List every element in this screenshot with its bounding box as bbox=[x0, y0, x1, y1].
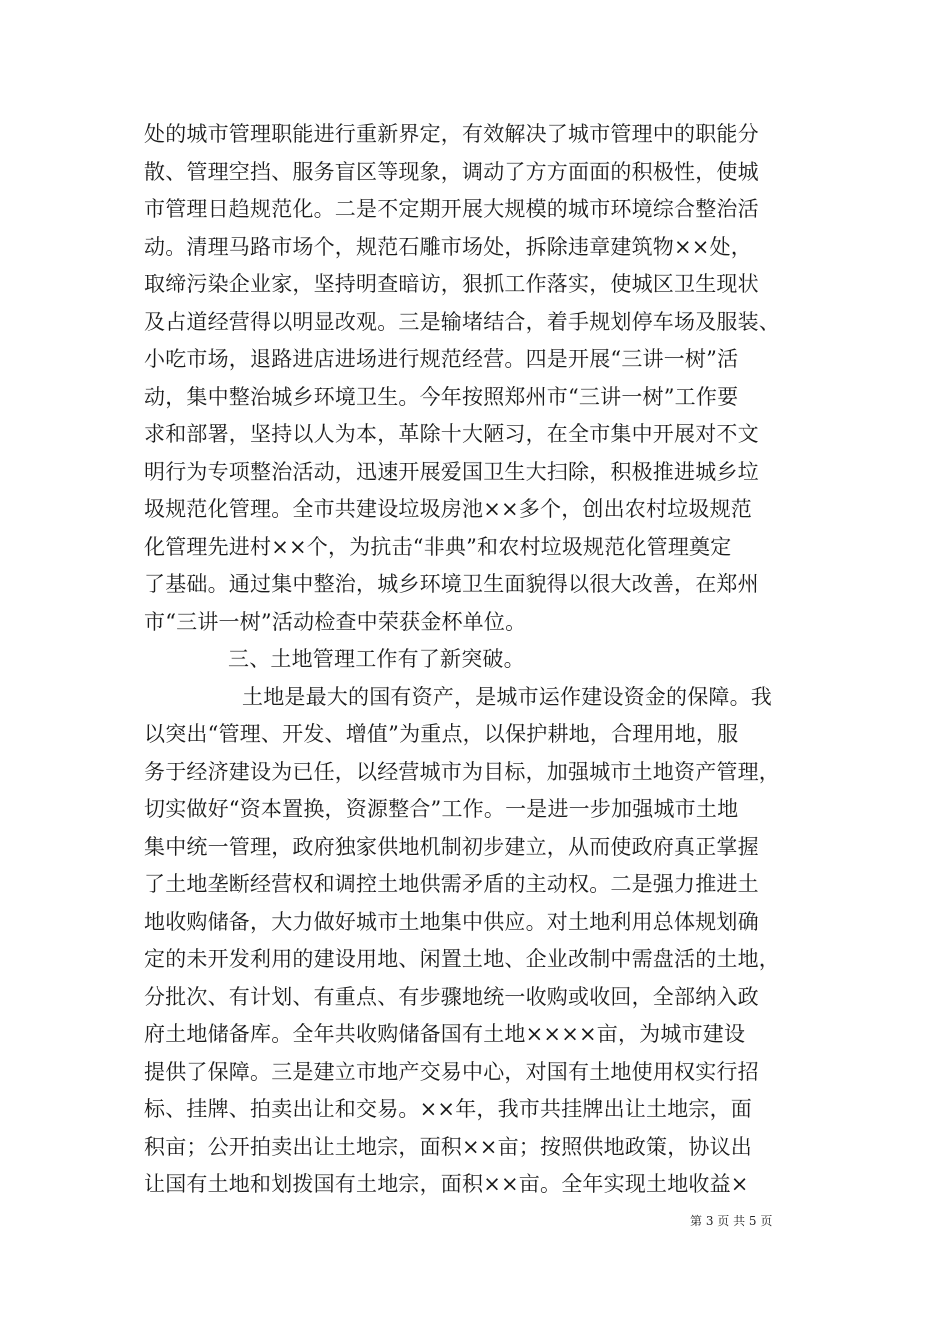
text-line: 切实做好“资本置换，资源整合”工作。一是进一步加强城市土地 bbox=[144, 797, 739, 821]
text-line: 集中统一管理，政府独家供地机制初步建立，从而使政府真正掌握 bbox=[144, 834, 759, 859]
text-line: 市“三讲一树”活动检查中荣获金杯单位。 bbox=[144, 609, 527, 634]
text-line: 定的未开发利用的建设用地、闲置土地、企业改制中需盘活的土地， bbox=[144, 947, 780, 971]
text-line: 化管理先进村××个，为抗击“非典”和农村垃圾规范化管理奠定 bbox=[144, 534, 732, 559]
page-number-footer: 第 3 页 共 5 页 bbox=[690, 1214, 773, 1228]
text-line: 明行为专项整治活动，迅速开展爱国卫生大扫除，积极推进城乡垃 bbox=[144, 459, 759, 484]
text-line: 提供了保障。三是建立市地产交易中心，对国有土地使用权实行招 bbox=[144, 1059, 759, 1084]
text-line: 散、管理空挡、服务盲区等现象，调动了方方面面的积极性，使城 bbox=[144, 159, 759, 184]
text-line: 及占道经营得以明显改观。三是输堵结合，着手规划停车场及服装、 bbox=[144, 309, 780, 334]
text-line: 地收购储备，大力做好城市土地集中供应。对土地利用总体规划确 bbox=[144, 909, 759, 934]
paragraph-first-line: 土地是最大的国有资产，是城市运作建设资金的保障。我 bbox=[242, 684, 772, 709]
text-line: 了土地垄断经营权和调控土地供需矛盾的主动权。二是强力推进土 bbox=[144, 872, 759, 896]
text-line: 小吃市场，退路进店进场进行规范经营。四是开展“三讲一树”活 bbox=[144, 347, 739, 371]
text-line: 让国有土地和划拨国有土地宗，面积××亩。全年实现土地收益× bbox=[144, 1172, 749, 1196]
text-line: 圾规范化管理。全市共建设垃圾房池××多个，创出农村垃圾规范 bbox=[144, 497, 752, 521]
text-line: 动，集中整治城乡环境卫生。今年按照郑州市“三讲一树”工作要 bbox=[144, 384, 739, 409]
text-line: 分批次、有计划、有重点、有步骤地统一收购或收回，全部纳入政 bbox=[144, 984, 759, 1009]
text-line: 市管理日趋规范化。二是不定期开展大规模的城市环境综合整治活 bbox=[144, 197, 759, 221]
text-line: 动。清理马路市场个，规范石雕市场处，拆除违章建筑物××处， bbox=[144, 234, 752, 259]
text-line: 府土地储备库。全年共收购储备国有土地××××亩，为城市建设 bbox=[144, 1022, 746, 1046]
text-line: 取缔污染企业家，坚持明查暗访，狠抓工作落实，使城区卫生现状 bbox=[144, 272, 759, 296]
text-line: 务于经济建设为已任，以经营城市为目标，加强城市土地资产管理， bbox=[144, 759, 780, 784]
text-line: 标、挂牌、拍卖出让和交易。××年，我市共挂牌出让土地宗，面 bbox=[144, 1097, 752, 1121]
text-line: 求和部署，坚持以人为本，革除十大陋习，在全市集中开展对不文 bbox=[144, 422, 759, 446]
text-line: 了基础。通过集中整治，城乡环境卫生面貌得以很大改善，在郑州 bbox=[144, 572, 759, 596]
section-heading: 三、土地管理工作有了新突破。 bbox=[228, 647, 525, 671]
body-text bbox=[144, 116, 814, 1204]
text-line: 以突出“管理、开发、增值”为重点，以保护耕地，合理用地，服 bbox=[144, 722, 739, 746]
text-line: 处的城市管理职能进行重新界定，有效解决了城市管理中的职能分 bbox=[144, 122, 759, 146]
text-line: 积亩；公开拍卖出让土地宗，面积××亩；按照供地政策，协议出 bbox=[144, 1134, 752, 1159]
